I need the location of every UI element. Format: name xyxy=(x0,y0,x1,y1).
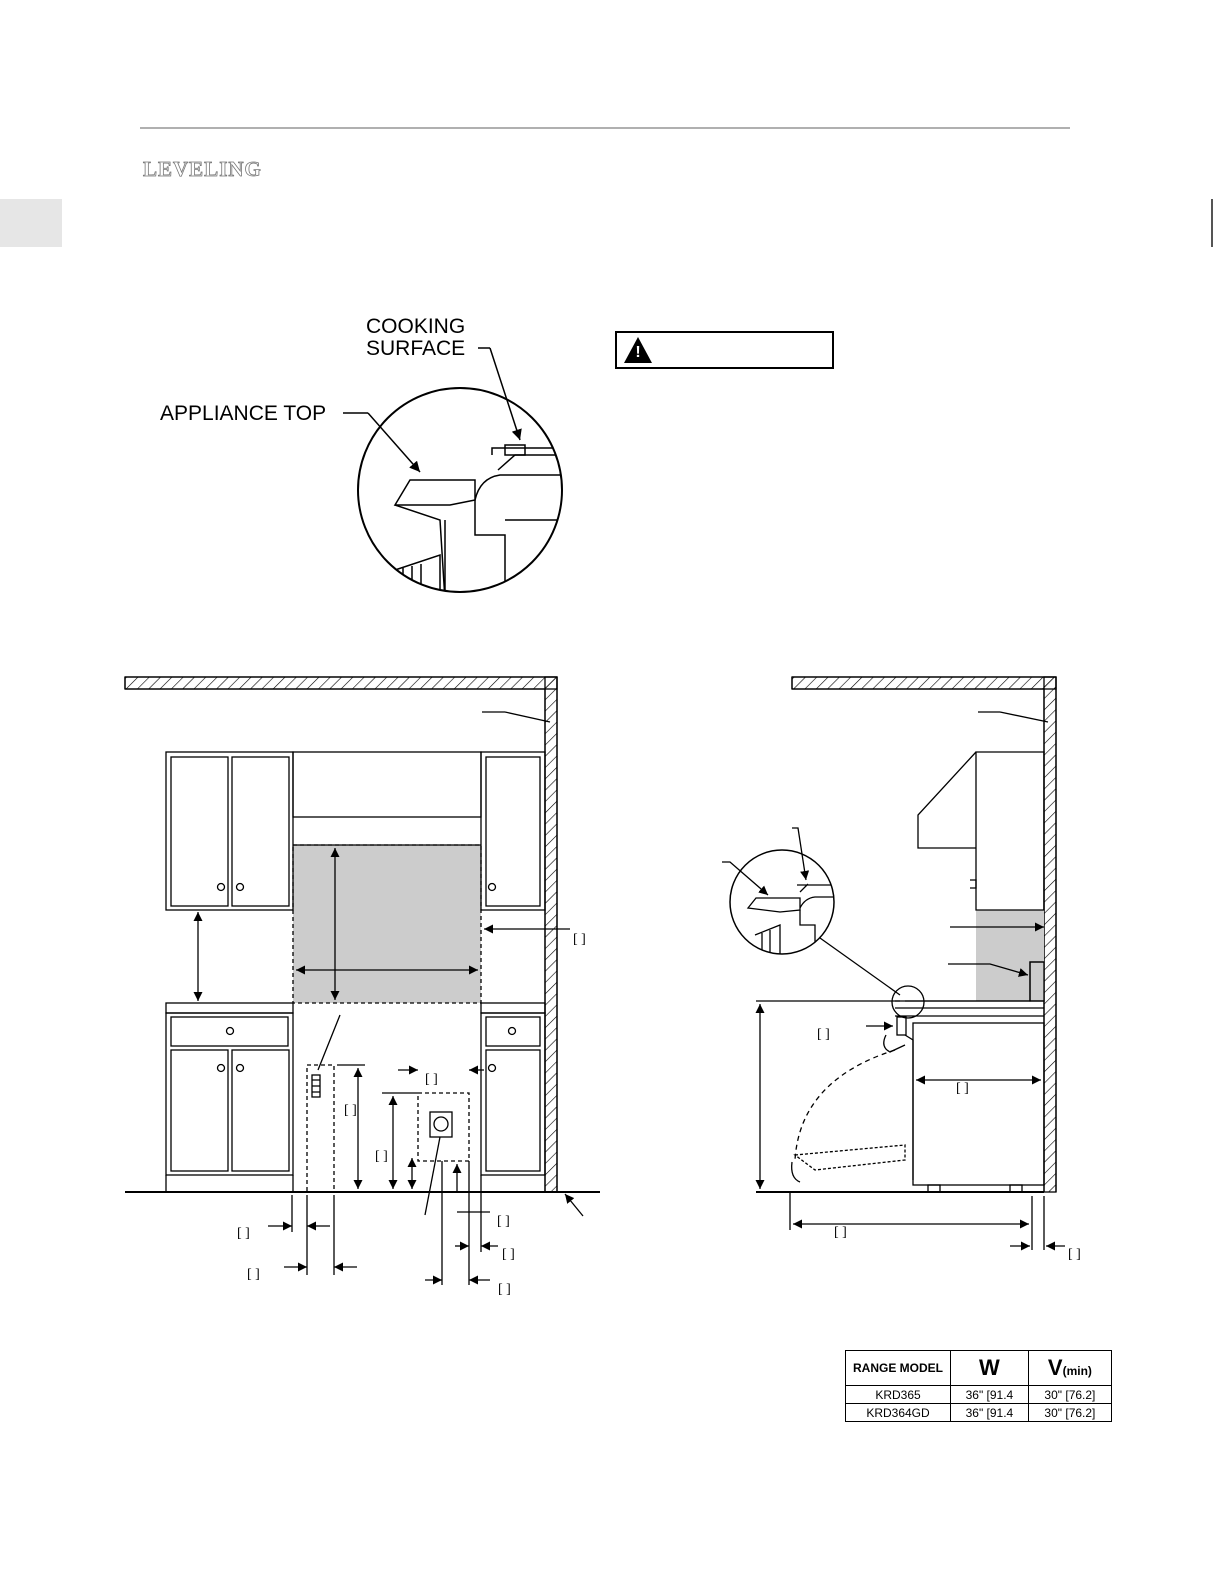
range-model-table xyxy=(845,1350,1112,1422)
dim-bracket: [ ] xyxy=(375,1149,388,1164)
dim-bracket: [ ] xyxy=(425,1072,438,1087)
dim-bracket: [ ] xyxy=(498,1282,511,1297)
front-elevation-diagram xyxy=(125,677,600,1285)
dim-bracket: [ ] xyxy=(1068,1247,1081,1262)
col-w: W xyxy=(951,1351,1029,1386)
dim-bracket: [ ] xyxy=(497,1214,510,1229)
dim-bracket: [ ] xyxy=(344,1103,357,1118)
dim-bracket: [ ] xyxy=(502,1247,515,1262)
table-row: KRD365 36" [91.4 30" [76.2] xyxy=(846,1386,1112,1404)
dim-bracket: [ ] xyxy=(817,1027,830,1042)
leveling-detail-view xyxy=(343,348,565,600)
warning-box: ! xyxy=(615,331,834,369)
dim-bracket: [ ] xyxy=(247,1267,260,1282)
dim-bracket: [ ] xyxy=(956,1081,969,1096)
side-elevation-diagram xyxy=(722,677,1065,1250)
appliance-top-callout: APPLIANCE TOP xyxy=(160,402,327,425)
dim-bracket: [ ] xyxy=(834,1225,847,1240)
col-range-model: RANGE MODEL xyxy=(846,1351,951,1386)
cooking-surface-callout: COOKING SURFACE xyxy=(366,315,466,360)
dim-bracket: [ ] xyxy=(573,932,586,947)
section-title: LEVELING xyxy=(143,157,262,181)
dim-bracket: [ ] xyxy=(237,1226,250,1241)
col-v: V(min) xyxy=(1028,1351,1111,1386)
table-row: KRD364GD 36" [91.4 30" [76.2] xyxy=(846,1404,1112,1422)
